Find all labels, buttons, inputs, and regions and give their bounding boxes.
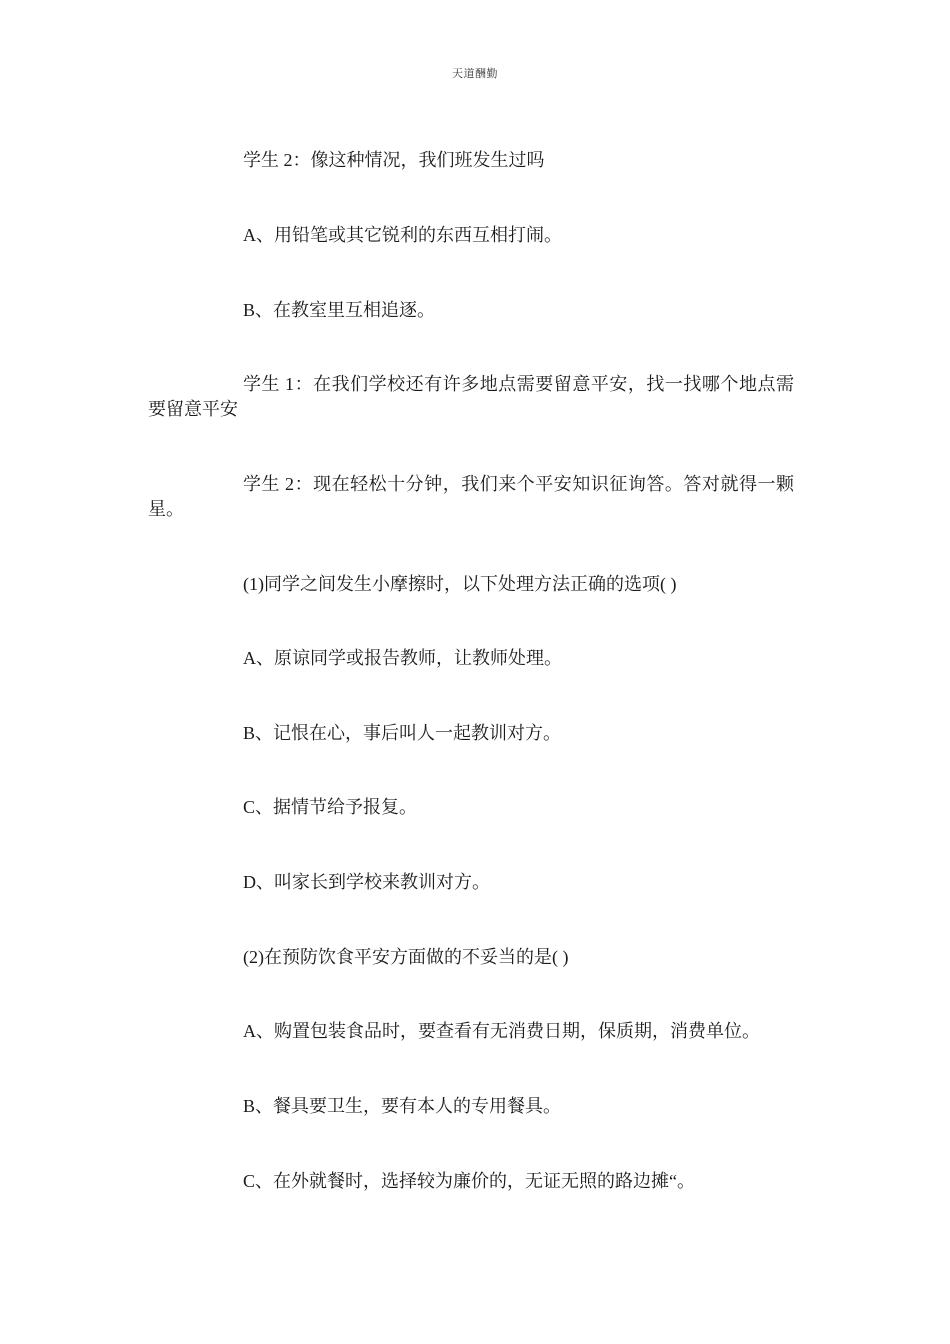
quiz-q1-option-b: B、记恨在心，事后叫人一起教训对方。	[243, 723, 562, 743]
quiz-q1-option-c: C、据情节给予报复。	[243, 797, 418, 817]
example-a: A、用铅笔或其它锐利的东西互相打闹。	[243, 225, 562, 245]
quiz-q2-option-a: A、购置包装食品时，要查看有无消费日期，保质期，消费单位。	[243, 1021, 760, 1041]
dialogue-student2-quiz-intro: 学生 2：现在轻松十分钟，我们来个平安知识征询答。答对就得一颗星。	[148, 474, 794, 519]
example-b: B、在教室里互相追逐。	[243, 300, 436, 320]
quiz-q1-option-a: A、原谅同学或报告教师，让教师处理。	[243, 648, 562, 668]
quiz-question-1: (1)同学之间发生小摩擦时，以下处理方法正确的选项( )	[243, 574, 677, 594]
page-header: 天道酬勤	[452, 68, 498, 80]
quiz-q2-option-b: B、餐具要卫生，要有本人的专用餐具。	[243, 1096, 562, 1116]
quiz-question-2: (2)在预防饮食平安方面做的不妥当的是( )	[243, 947, 569, 967]
dialogue-student2-question: 学生 2：像这种情况，我们班发生过吗	[243, 150, 545, 170]
quiz-q1-option-d: D、叫家长到学校来教训对方。	[243, 872, 490, 892]
quiz-q2-option-c: C、在外就餐时，选择较为廉价的，无证无照的路边摊“。	[243, 1171, 695, 1191]
dialogue-student1-locations: 学生 1：在我们学校还有许多地点需要留意平安，找一找哪个地点需要留意平安	[148, 374, 794, 419]
